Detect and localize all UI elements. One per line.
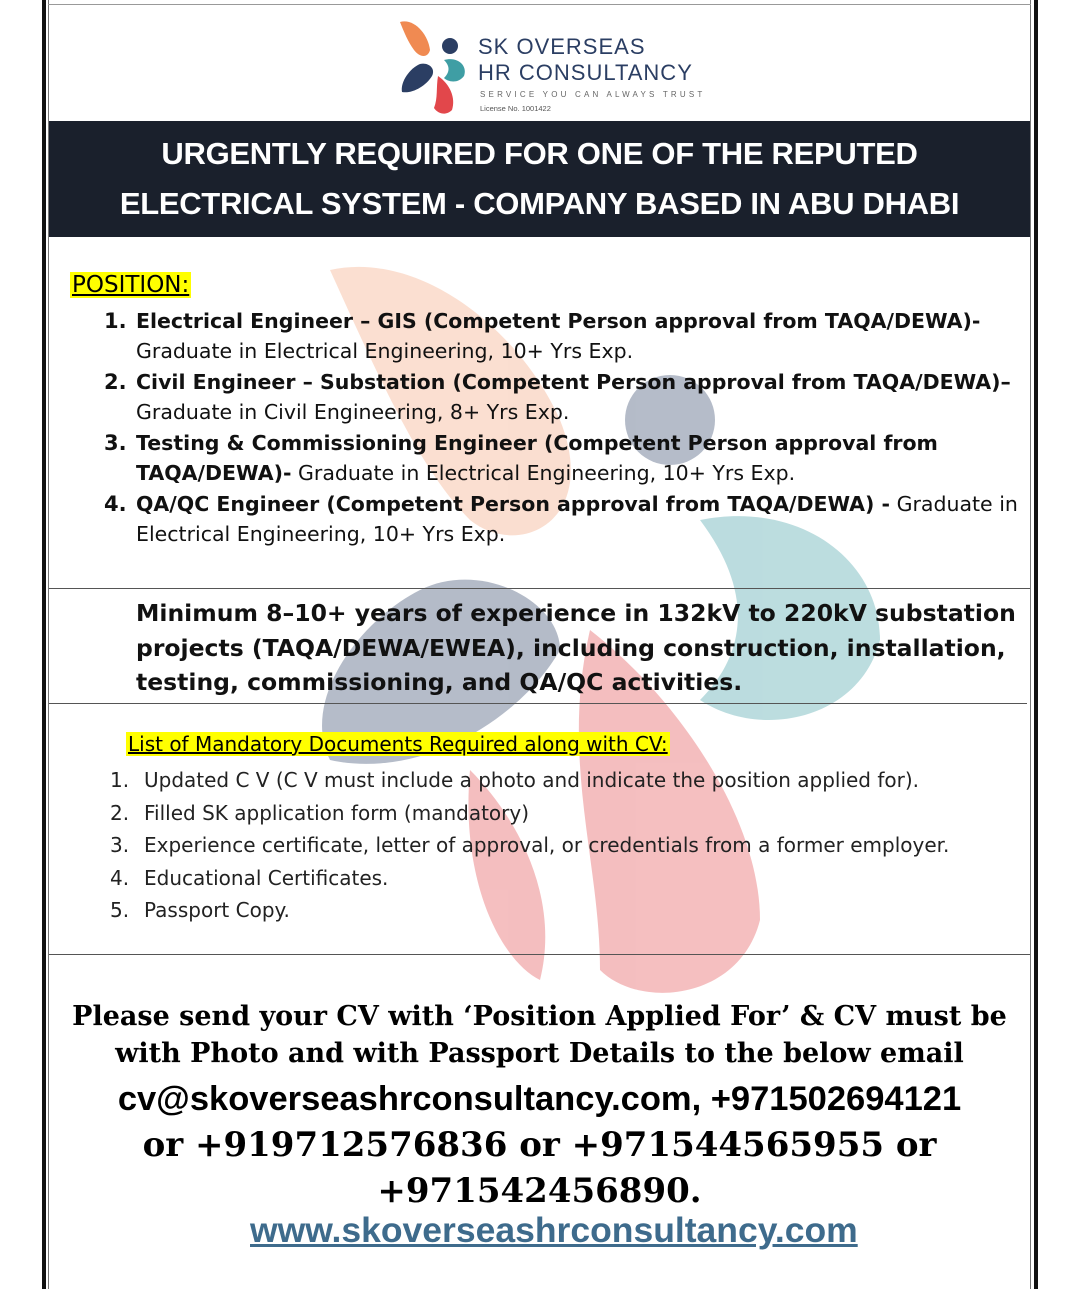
- position-number: 3.: [104, 431, 127, 455]
- position-list: [100, 306, 1030, 550]
- position-detail: Graduate in Electrical Engineering, 10+ Yrs Exp.: [136, 339, 634, 363]
- logo-name-line2: HR CONSULTANCY: [478, 60, 693, 85]
- position-role: QA/QC Engineer (Competent Person approval from TAQA/DEWA) -: [136, 492, 891, 516]
- website-link[interactable]: www.skoverseashrconsultancy.com: [250, 1210, 858, 1250]
- position-item: [100, 367, 1030, 427]
- experience-requirement: Minimum 8–10+ years of experience in 132kV to 220kV substation projects (TAQA/DEWA/EWEA), including construction, installation, testing, commissioning, and QA/QC activities.: [136, 599, 1016, 696]
- position-number: 1.: [104, 309, 127, 333]
- divider: [49, 588, 1030, 589]
- position-heading: POSITION:: [72, 272, 190, 298]
- position-detail: Graduate in Electrical Engineering, 10+ Yrs Exp.: [136, 492, 1018, 546]
- position-item: [100, 428, 1030, 488]
- contact-block: [49, 998, 1030, 1214]
- document-item: [110, 862, 1030, 895]
- document-number: 3.: [110, 833, 130, 858]
- document-text: Passport Copy.: [144, 898, 290, 923]
- document-number: 2.: [110, 800, 130, 825]
- documents-list: [110, 764, 1030, 927]
- documents-heading: List of Mandatory Documents Required along with CV:: [128, 732, 668, 756]
- frame-inner-line-right: [1030, 0, 1031, 1289]
- document-number: 1.: [110, 768, 130, 792]
- position-detail: Graduate in Electrical Engineering, 10+ Yrs Exp.: [298, 461, 796, 485]
- contact-email-phone[interactable]: cv@skoverseashrconsultancy.com, +971502694121: [117, 1080, 962, 1118]
- document-item: [110, 797, 1030, 830]
- position-item: [100, 489, 1030, 549]
- document-item: [110, 764, 1030, 797]
- contact-instruction-line2: with Photo and with Passport Details to the below email: [115, 1038, 964, 1069]
- document-text: Experience certificate, letter of approval, or credentials from a former employer.: [144, 833, 950, 858]
- frame-top-rule: [48, 4, 1031, 5]
- document-text: Educational Certificates.: [144, 865, 389, 890]
- sk-logo-icon: [392, 14, 472, 118]
- document-number: 5.: [110, 898, 130, 923]
- document-item: [110, 894, 1030, 927]
- position-detail: Graduate in Civil Engineering, 8+ Yrs Exp.: [136, 400, 570, 424]
- contact-instruction-line1: Please send your CV with ‘Position Applied For’ & CV must be: [72, 1001, 1007, 1032]
- contact-phone-last[interactable]: +971542456890.: [377, 1171, 702, 1211]
- document-text: Filled SK application form (mandatory): [144, 800, 530, 825]
- contact-phones[interactable]: or +919712576836 or +971544565955 or: [142, 1125, 937, 1165]
- headline-banner: [49, 121, 1030, 237]
- position-role: Civil Engineer – Substation (Competent Person approval from TAQA/DEWA)–: [136, 370, 1011, 394]
- position-item: [100, 306, 1030, 366]
- headline-line2: ELECTRICAL SYSTEM - COMPANY BASED IN ABU DHABI: [119, 186, 960, 221]
- position-role: Electrical Engineer – GIS (Competent Person approval from TAQA/DEWA)-: [136, 309, 981, 333]
- document-item: [110, 829, 1030, 862]
- headline-line1: URGENTLY REQUIRED FOR ONE OF THE REPUTED: [161, 136, 918, 171]
- document-number: 4.: [110, 865, 130, 890]
- position-number: 4.: [104, 492, 127, 516]
- logo-tagline: SERVICE YOU CAN ALWAYS TRUST: [480, 90, 706, 99]
- divider: [49, 703, 1027, 704]
- position-number: 2.: [104, 370, 127, 394]
- company-logo: [392, 14, 712, 118]
- divider: [49, 954, 1030, 955]
- logo-name-line1: SK OVERSEAS: [478, 34, 646, 59]
- document-text: Updated C V (C V must include a photo and indicate the position applied for).: [144, 768, 920, 792]
- position-role: Testing & Commissioning Engineer (Competent Person approval from TAQA/DEWA)-: [136, 431, 938, 485]
- logo-license: License No. 1001422: [480, 104, 551, 113]
